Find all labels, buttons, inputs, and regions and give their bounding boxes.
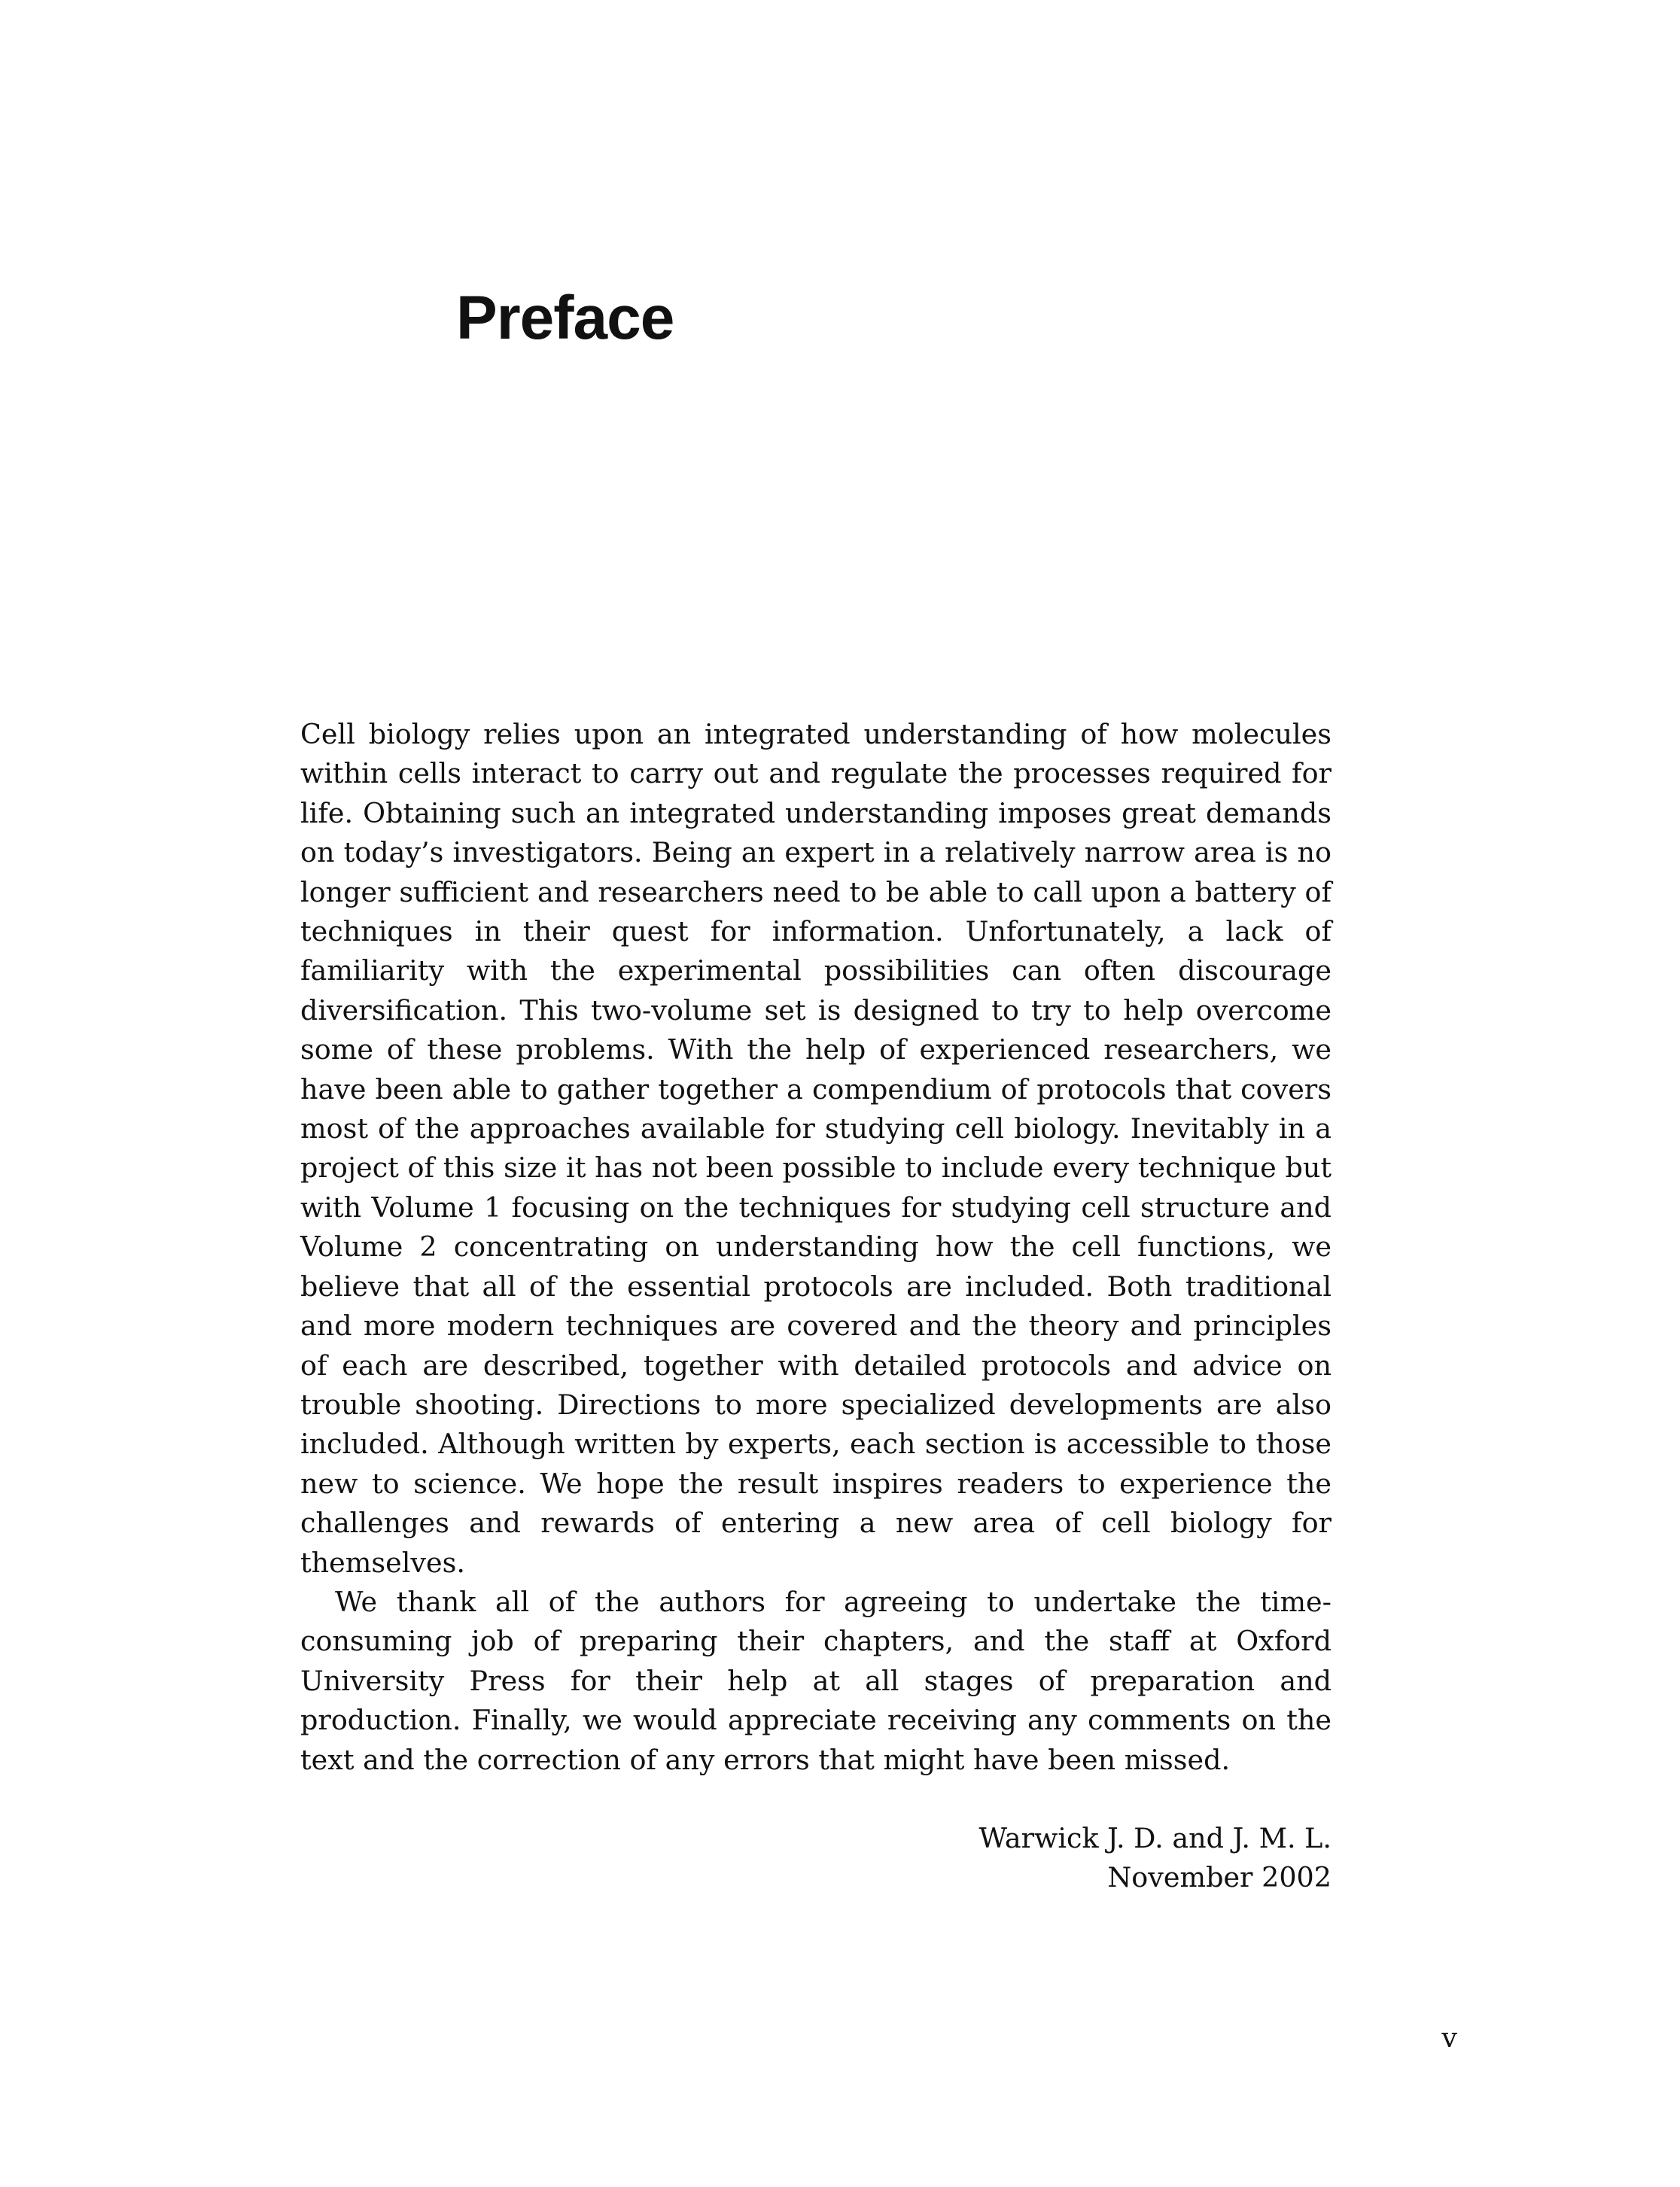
signature-authors: Warwick J. D. and J. M. L.: [978, 1821, 1332, 1854]
page-number: v: [1441, 2021, 1457, 2054]
page-title: Preface: [456, 284, 674, 352]
signature-date: November 2002: [1107, 1861, 1332, 1894]
signature-block: [300, 1819, 1332, 1898]
paragraph-intro: Cell biology relies upon an integrated understanding of how molecules within cells interact to carry out and regulate the processes required for life. Obtaining such an integrated understanding imposes great demands on today’s investigators. Being an expert in a relatively narrow area is no longer sufficient and researchers need to be able to call upon a battery of techniques in their quest for information. Unfortunately, a lack of familiarity with the experimental possibilities can often discourage diversification. This two-volume set is designed to try to help overcome some of these problems. With the help of experienced researchers, we have been able to gather together a compendium of protocols that covers most of the approaches available for studying cell biology. Inevitably in a project of this size it has not been possible to include every technique but with Volume 1 focusing on the techniques for studying cell structure and Volume 2 concentrating on understanding how the cell functions, we believe that all of the essential protocols are included. Both traditional and more modern techniques are covered and the theory and principles of each are described, together with detailed protocols and advice on trouble shooting. Directions to more specialized developments are also included. Although written by experts, each section is accessible to those new to science. We hope the result inspires readers to experience the challenges and rewards of entering a new area of cell biology for themselves.: [300, 718, 1332, 1579]
paragraph-acknowledgements: We thank all of the authors for agreeing to undertake the time-consuming job of preparing their chapters, and the staff at Oxford University Press for their help at all stages of preparation and production. Finally, we would appreciate receiving any comments on the text and the correction of any errors that might have been missed.: [300, 1585, 1332, 1776]
preface-body: [300, 715, 1332, 1898]
